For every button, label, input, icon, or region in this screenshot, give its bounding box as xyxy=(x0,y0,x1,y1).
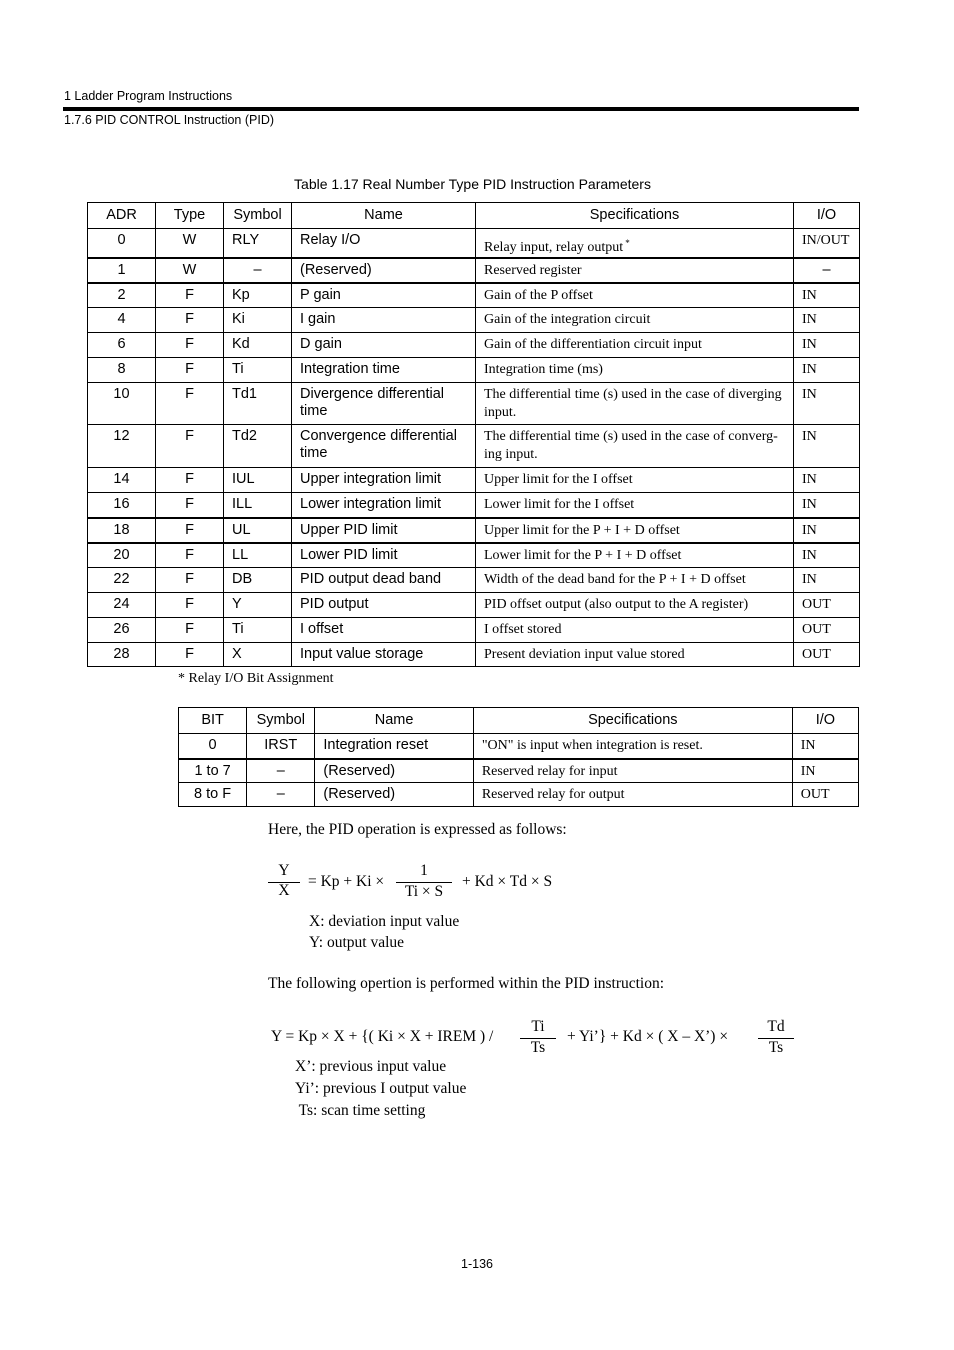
relay-bit-note: * Relay I/O Bit Assignment xyxy=(178,671,334,686)
cell-io: IN xyxy=(794,493,860,518)
cell-io: IN xyxy=(794,333,860,358)
table-row xyxy=(88,333,860,358)
cell-spec: Integration time (ms) xyxy=(476,358,794,383)
table-row xyxy=(88,425,860,468)
table-row xyxy=(179,734,859,759)
cell-adr: 14 xyxy=(88,468,156,493)
cell-type: F xyxy=(156,308,224,333)
formula1-intro: Here, the PID operation is expressed as follows: xyxy=(268,821,567,838)
formula1-legend-y: Y: output value xyxy=(309,934,405,951)
formula2-intro: The following opertion is performed within the PID instruction: xyxy=(268,975,665,992)
col-header-bit: BIT xyxy=(179,708,247,734)
page-number: 1-136 xyxy=(461,1257,493,1271)
parameter-table xyxy=(87,202,860,667)
table-row xyxy=(88,358,860,383)
cell-symbol: Ti xyxy=(224,358,292,383)
table-row xyxy=(179,783,859,807)
section-header: 1.7.6 PID CONTROL Instruction (PID) xyxy=(64,113,275,127)
formula2-part2: + Yi’} + Kd × ( X – X’) × xyxy=(567,1028,729,1045)
cell-symbol: IRST xyxy=(247,734,315,759)
cell-symbol: – xyxy=(247,759,315,783)
cell-name: Lower integration limit xyxy=(292,493,476,518)
table-row xyxy=(88,308,860,333)
cell-symbol: Td2 xyxy=(224,425,292,468)
cell-symbol: – xyxy=(247,783,315,807)
cell-io: OUT xyxy=(794,643,860,667)
cell-io: OUT xyxy=(794,618,860,643)
formula1-middle: = Kp + Ki × xyxy=(308,873,385,890)
cell-name: (Reserved) xyxy=(315,783,473,807)
cell-type: F xyxy=(156,568,224,593)
cell-type: F xyxy=(156,543,224,568)
cell-symbol: – xyxy=(224,258,292,283)
col-header-type: Type xyxy=(156,203,224,229)
table-row xyxy=(88,229,860,258)
table-row xyxy=(88,493,860,518)
formula2-legend-scan-time: Ts: scan time setting xyxy=(295,1102,426,1119)
spec-text: Relay input, relay output xyxy=(484,240,624,255)
formula2 xyxy=(271,1018,801,1062)
cell-symbol: DB xyxy=(224,568,292,593)
cell-symbol: RLY xyxy=(224,229,292,258)
cell-type: F xyxy=(156,333,224,358)
cell-symbol: ILL xyxy=(224,493,292,518)
cell-symbol: Ti xyxy=(224,618,292,643)
cell-spec: Reserved relay for output xyxy=(473,783,792,807)
cell-adr: 18 xyxy=(88,518,156,543)
cell-type: W xyxy=(156,229,224,258)
cell-spec: The differential time (s) used in the case of converg-ing input. xyxy=(476,425,794,468)
cell-adr: 16 xyxy=(88,493,156,518)
cell-name: Convergence differential time xyxy=(292,425,476,468)
table-row xyxy=(88,468,860,493)
cell-symbol: Y xyxy=(224,593,292,618)
cell-io: IN xyxy=(794,518,860,543)
cell-io: IN xyxy=(794,568,860,593)
cell-io: IN xyxy=(794,308,860,333)
col-header-io: I/O xyxy=(794,203,860,229)
cell-adr: 26 xyxy=(88,618,156,643)
cell-spec: Present deviation input value stored xyxy=(476,643,794,667)
cell-name: (Reserved) xyxy=(315,759,473,783)
cell-bit: 1 to 7 xyxy=(179,759,247,783)
cell-spec xyxy=(476,229,794,258)
cell-symbol: UL xyxy=(224,518,292,543)
cell-name: I offset xyxy=(292,618,476,643)
cell-type: F xyxy=(156,643,224,667)
cell-bit: 0 xyxy=(179,734,247,759)
cell-name: I gain xyxy=(292,308,476,333)
cell-name: Lower PID limit xyxy=(292,543,476,568)
cell-name: Upper integration limit xyxy=(292,468,476,493)
cell-io: IN xyxy=(794,468,860,493)
cell-type: F xyxy=(156,383,224,425)
cell-spec: Gain of the integration circuit xyxy=(476,308,794,333)
formula2-frac2-numerator: Td xyxy=(767,1018,785,1035)
cell-adr: 28 xyxy=(88,643,156,667)
cell-type: F xyxy=(156,283,224,308)
col-header-adr: ADR xyxy=(88,203,156,229)
cell-spec: Gain of the P offset xyxy=(476,283,794,308)
cell-name: Upper PID limit xyxy=(292,518,476,543)
cell-name: Divergence differential time xyxy=(292,383,476,425)
cell-name: Integration time xyxy=(292,358,476,383)
table-row xyxy=(88,593,860,618)
cell-spec: Upper limit for the I offset xyxy=(476,468,794,493)
table-caption: Table 1.17 Real Number Type PID Instruction Parameters xyxy=(294,176,651,192)
cell-symbol: Td1 xyxy=(224,383,292,425)
cell-name: Integration reset xyxy=(315,734,473,759)
table-row xyxy=(88,643,860,667)
cell-name: D gain xyxy=(292,333,476,358)
cell-io: IN xyxy=(794,383,860,425)
formula1-lhs-denominator: X xyxy=(278,882,290,899)
cell-io: OUT xyxy=(794,593,860,618)
table-row xyxy=(88,518,860,543)
cell-type: F xyxy=(156,358,224,383)
formula1-tail: + Kd × Td × S xyxy=(462,873,553,890)
table-header-row xyxy=(88,203,860,229)
cell-type: F xyxy=(156,468,224,493)
cell-io: IN xyxy=(794,543,860,568)
cell-adr: 20 xyxy=(88,543,156,568)
col-header-specifications: Specifications xyxy=(473,708,792,734)
footnote-mark: * xyxy=(625,238,630,248)
header-rule xyxy=(63,107,859,111)
cell-adr: 2 xyxy=(88,283,156,308)
cell-io: IN xyxy=(792,734,858,759)
table-row xyxy=(88,283,860,308)
table-row xyxy=(88,568,860,593)
table-row xyxy=(88,258,860,283)
cell-spec: Gain of the differentiation circuit input xyxy=(476,333,794,358)
cell-type: F xyxy=(156,593,224,618)
formula1-frac-denominator: Ti × S xyxy=(404,883,444,900)
cell-spec: Lower limit for the I offset xyxy=(476,493,794,518)
cell-io: IN/OUT xyxy=(794,229,860,258)
table-header-row xyxy=(179,708,859,734)
cell-spec: I offset stored xyxy=(476,618,794,643)
table-row xyxy=(179,759,859,783)
table-row xyxy=(88,618,860,643)
cell-adr: 8 xyxy=(88,358,156,383)
cell-name: Input value storage xyxy=(292,643,476,667)
cell-type: W xyxy=(156,258,224,283)
formula1 xyxy=(266,862,586,904)
table-row xyxy=(88,383,860,425)
cell-name: PID output dead band xyxy=(292,568,476,593)
col-header-io: I/O xyxy=(792,708,858,734)
cell-io: – xyxy=(794,258,860,283)
cell-adr: 24 xyxy=(88,593,156,618)
cell-type: F xyxy=(156,518,224,543)
cell-spec: Reserved register xyxy=(476,258,794,283)
cell-spec: PID offset output (also output to the A register) xyxy=(476,593,794,618)
cell-name: P gain xyxy=(292,283,476,308)
cell-symbol: LL xyxy=(224,543,292,568)
formula1-legend-x: X: deviation input value xyxy=(309,913,460,930)
cell-spec: The differential time (s) used in the case of diverging input. xyxy=(476,383,794,425)
cell-adr: 1 xyxy=(88,258,156,283)
cell-symbol: IUL xyxy=(224,468,292,493)
cell-io: OUT xyxy=(792,783,858,807)
bit-assignment-table xyxy=(178,707,859,807)
cell-symbol: X xyxy=(224,643,292,667)
cell-io: IN xyxy=(794,283,860,308)
cell-type: F xyxy=(156,618,224,643)
formula1-frac-numerator: 1 xyxy=(420,862,428,879)
cell-name: PID output xyxy=(292,593,476,618)
cell-io: IN xyxy=(794,425,860,468)
cell-adr: 10 xyxy=(88,383,156,425)
chapter-header: 1 Ladder Program Instructions xyxy=(64,89,233,103)
cell-name: (Reserved) xyxy=(292,258,476,283)
cell-name: Relay I/O xyxy=(292,229,476,258)
cell-adr: 0 xyxy=(88,229,156,258)
formula2-legend-prev-i-output: Yi’: previous I output value xyxy=(295,1080,467,1097)
col-header-name: Name xyxy=(315,708,473,734)
formula2-part1: Y = Kp × X + {( Ki × X + IREM ) / xyxy=(271,1028,494,1045)
cell-adr: 22 xyxy=(88,568,156,593)
cell-symbol: Ki xyxy=(224,308,292,333)
cell-spec: Upper limit for the P + I + D offset xyxy=(476,518,794,543)
formula1-lhs-numerator: Y xyxy=(278,862,290,879)
cell-type: F xyxy=(156,493,224,518)
cell-symbol: Kd xyxy=(224,333,292,358)
cell-adr: 4 xyxy=(88,308,156,333)
cell-symbol: Kp xyxy=(224,283,292,308)
cell-spec: "ON" is input when integration is reset. xyxy=(473,734,792,759)
table-row xyxy=(88,543,860,568)
cell-spec: Lower limit for the P + I + D offset xyxy=(476,543,794,568)
cell-adr: 12 xyxy=(88,425,156,468)
cell-io: IN xyxy=(794,358,860,383)
formula2-frac1-denominator: Ts xyxy=(530,1039,546,1056)
cell-adr: 6 xyxy=(88,333,156,358)
formula2-frac1-numerator: Ti xyxy=(531,1018,545,1035)
col-header-symbol: Symbol xyxy=(224,203,292,229)
formula2-frac2-denominator: Ts xyxy=(768,1039,784,1056)
cell-spec: Width of the dead band for the P + I + D offset xyxy=(476,568,794,593)
cell-spec: Reserved relay for input xyxy=(473,759,792,783)
formula2-legend-prev-input: X’: previous input value xyxy=(295,1058,447,1075)
cell-bit: 8 to F xyxy=(179,783,247,807)
cell-io: IN xyxy=(792,759,858,783)
col-header-symbol: Symbol xyxy=(247,708,315,734)
col-header-name: Name xyxy=(292,203,476,229)
col-header-specifications: Specifications xyxy=(476,203,794,229)
cell-type: F xyxy=(156,425,224,468)
